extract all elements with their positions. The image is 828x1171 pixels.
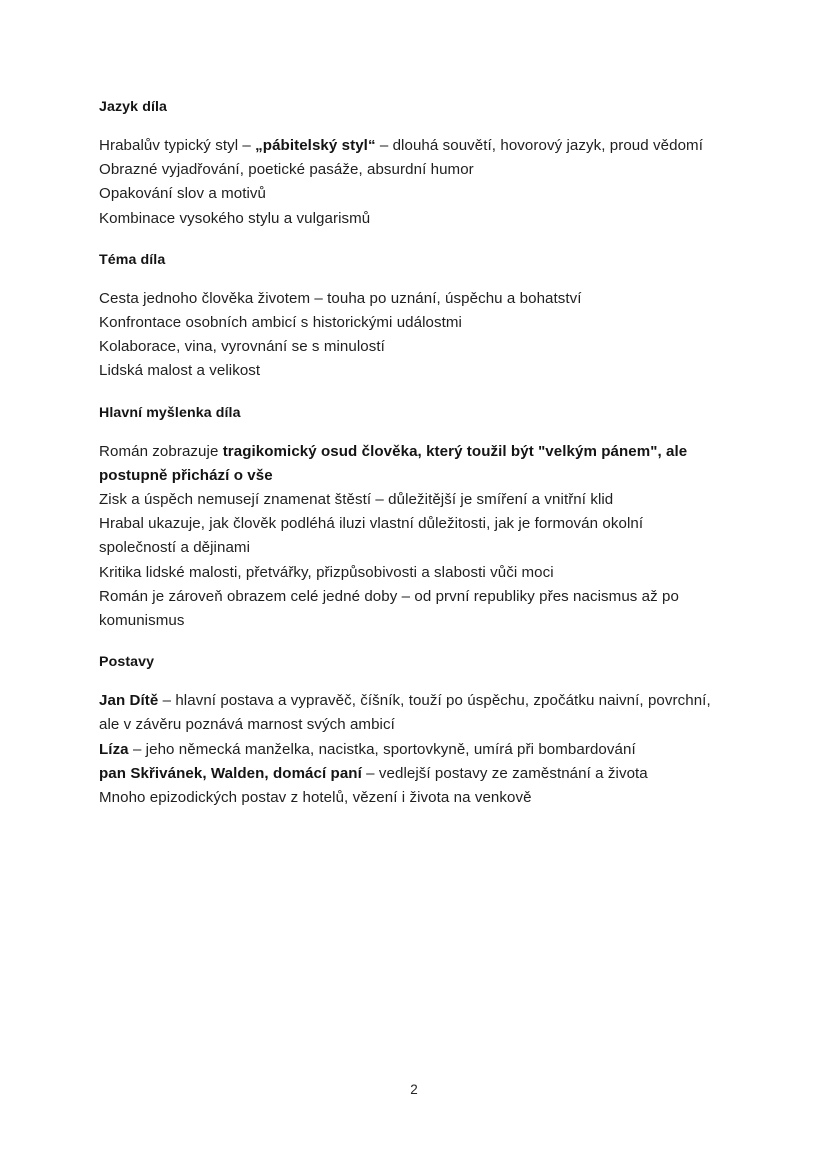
text-line	[99, 512, 711, 560]
plain-text: Román zobrazuje	[99, 442, 223, 460]
section-paragraph	[99, 689, 711, 810]
text-line	[99, 287, 711, 311]
plain-text: Zisk a úspěch nemusejí znamenat štěstí – důležitější je smíření a vnitřní klid	[99, 491, 614, 509]
text-line	[99, 207, 711, 231]
text-line	[99, 561, 711, 585]
plain-text: Kolaborace, vina, vyrovnání se s minulostí	[99, 338, 385, 356]
plain-text: Román je zároveň obrazem celé jedné doby – od první republiky přes nacismus až po komunismus	[99, 587, 679, 630]
plain-text: Cesta jednoho člověka životem – touha po uznání, úspěchu a bohatství	[99, 289, 582, 307]
page-number: 2	[410, 1082, 418, 1097]
plain-text: Opakování slov a motivů	[99, 185, 267, 203]
text-line	[99, 440, 711, 488]
text-line	[99, 738, 711, 762]
emphasis-text: „pábitelský styl“	[255, 137, 376, 154]
section-heading: Postavy	[99, 654, 155, 671]
plain-text: – hlavní postava a vypravěč, číšník, touží po úspěchu, zpočátku naivní, povrchní, ale v závěru poznává marnost svých ambicí	[99, 692, 711, 734]
plain-text: Kombinace vysokého stylu a vulgarismů	[99, 209, 371, 227]
section-paragraph	[99, 287, 711, 384]
section-jazyk-dila	[99, 96, 711, 231]
section-hlavni-myslenka-dila	[99, 402, 711, 634]
section-postavy	[99, 651, 711, 810]
text-line	[99, 134, 711, 158]
text-line	[99, 488, 711, 512]
section-paragraph	[99, 134, 711, 231]
plain-text: Kritika lidské malosti, přetvářky, přizpůsobivosti a slabosti vůči moci	[99, 563, 554, 581]
plain-text: Obrazné vyjadřování, poetické pasáže, absurdní humor	[99, 161, 474, 179]
section-heading: Jazyk díla	[99, 99, 168, 115]
text-line	[99, 311, 711, 335]
text-line	[99, 762, 711, 786]
emphasis-text: Jan Dítě	[99, 692, 159, 710]
text-line	[99, 689, 711, 737]
section-heading: Téma díla	[99, 251, 166, 268]
plain-text: Hrabalův typický styl –	[99, 137, 256, 154]
emphasis-text: pan Skřivánek, Walden, domácí paní	[99, 764, 362, 782]
text-line	[99, 585, 711, 633]
text-line	[99, 359, 711, 383]
text-line	[99, 335, 711, 359]
plain-text: – vedlejší postavy ze zaměstnání a života	[361, 764, 648, 782]
section-tema-dila	[99, 249, 711, 384]
section-paragraph	[99, 440, 711, 634]
plain-text: Hrabal ukazuje, jak člověk podléhá iluzi vlastní důležitosti, jak je formován okolní společností a dějinami	[99, 515, 644, 557]
text-line	[99, 786, 711, 810]
plain-text: Lidská malost a velikost	[99, 362, 261, 380]
text-line	[99, 182, 711, 206]
document-body	[99, 96, 711, 810]
emphasis-text: tragikomický osud člověka, který toužil být "velkým pánem", ale postupně přichází o vše	[99, 442, 688, 484]
section-heading: Hlavní myšlenka díla	[99, 404, 241, 421]
emphasis-text: Líza	[99, 740, 129, 758]
text-line	[99, 158, 711, 182]
plain-text: Mnoho epizodických postav z hotelů, vězení i života na venkově	[99, 789, 532, 807]
plain-text: – jeho německá manželka, nacistka, sportovkyně, umírá při bombardování	[128, 740, 636, 758]
plain-text: – dlouhá souvětí, hovorový jazyk, proud vědomí	[375, 137, 703, 154]
plain-text: Konfrontace osobních ambicí s historickými událostmi	[99, 314, 462, 332]
